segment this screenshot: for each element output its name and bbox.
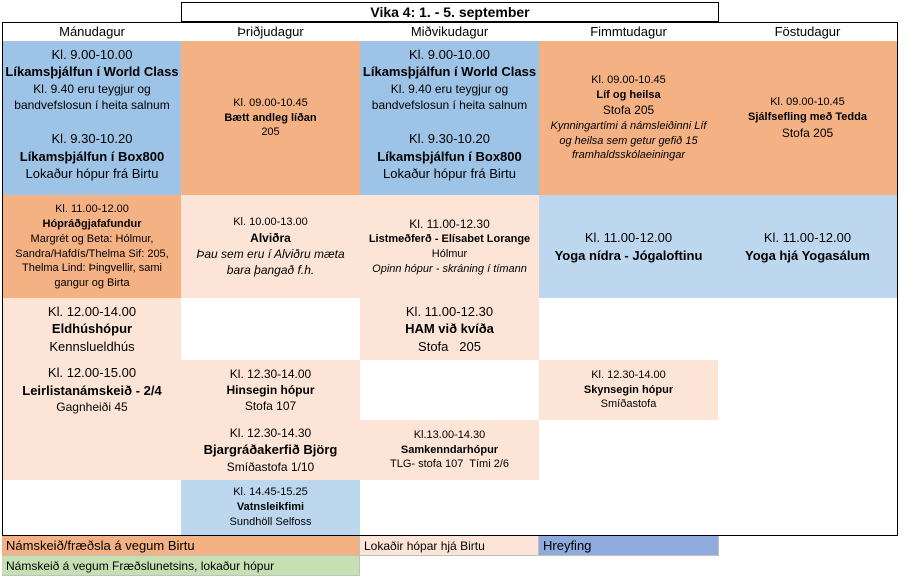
thursday-event-skynsegin [539,360,719,421]
event-title: Líf og heilsa [596,88,661,101]
legend-blue: Hreyfing [539,536,719,556]
event-time: Kl. 12.00-15.00 [47,365,137,380]
tuesday-event-bjargradakerfid [181,420,361,481]
event-detail: Thelma Lind: Þingvellir, sami [21,262,162,275]
monday-event-box800 [2,118,182,196]
event-detail: Þau sem eru í Alviðru mæta [196,246,345,261]
event-detail: Stofa 205 [418,338,481,354]
event-detail: Lokaður hópur frá Birtu [383,166,516,182]
week-title: Vika 4: 1. - 5. september [181,2,719,22]
event-time: Kl. 10.00-13.00 [233,215,308,228]
monday-event-hopradgjafafundur [2,195,182,299]
event-detail: Sundhöll Selfoss [229,515,312,528]
monday-empty [2,480,182,536]
thursday-empty [539,480,719,536]
wednesday-event-ham [360,298,540,361]
event-title: Líkamsþjálfun í Box800 [377,148,522,164]
event-time: Kl. 09.00-10.45 [233,96,308,109]
event-detail: gangur og Birta [54,277,130,290]
wednesday-event-box800 [360,118,540,196]
wednesday-event-world-class [360,41,540,119]
event-title: HAM við kvíða [405,321,494,337]
event-title: Bjargráðakerfið Björg [203,442,338,458]
event-title: Listmeðferð - Elísabet Lorange [368,233,531,246]
event-detail: Kl. 9.40 eru teygjur og [33,81,151,96]
event-detail: 205 [261,126,280,139]
thursday-event-yoga-nidra [539,195,719,299]
event-title: Bætt andleg líðan [224,111,317,124]
day-header-thursday: Fimmtudagur [539,22,719,42]
thursday-event-lif-og-heilsa [539,41,719,196]
event-time: Kl. 11.00-12.30 [405,303,494,319]
event-detail: Sandra/Hafdís/Thelma Sif: 205, [15,247,169,260]
tuesday-event-hinsegin [181,360,361,421]
event-title: Sjálfsefling með Tedda [748,110,867,123]
wednesday-empty [360,480,540,536]
event-title: Alviðra [250,230,291,245]
event-title: Líkamsþjálfun í Box800 [19,148,165,164]
event-detail: Smíðastofa 1/10 [226,459,315,474]
friday-empty [718,360,898,536]
thursday-empty [539,420,719,481]
event-title: Vatnsleikfimi [236,501,305,514]
event-detail: bandvefslosun í heita salnum [14,98,170,113]
monday-event-leirlist [2,360,182,481]
event-detail: framhaldsskólaeiningar [571,149,686,162]
monday-event-world-class [2,41,182,119]
event-title: Skynsegin hópur [583,383,674,396]
thursday-empty [539,298,719,361]
event-detail: Margrét og Beta: Hólmur, [30,232,154,245]
day-header-monday: Mánudagur [2,22,182,42]
event-time: Kl. 11.00-12.00 [584,229,673,245]
event-detail: Lokaður hópur frá Birtu [25,166,159,182]
event-time: Kl. 12.30-14.30 [229,426,312,441]
friday-empty [718,298,898,361]
event-time: Kl. 12.30-14.00 [591,368,666,381]
legend-orange: Námskeið/fræðsla á vegum Birtu [2,536,360,556]
tuesday-event-baett-andleg [181,41,361,196]
event-time: Kl. 14.45-15.25 [233,486,308,499]
event-detail: bara þangað f.h. [226,263,315,278]
event-title: Samkenndarhópur [400,443,499,456]
monday-event-eldhushopur [2,298,182,361]
event-time: Kl. 9.00-10.00 [51,46,133,62]
legend-peach: Lokaðir hópar hjá Birtu [360,536,539,556]
friday-event-yoga [718,195,898,299]
event-time: Kl. 11.00-12.00 [55,202,129,215]
event-detail: TLG- stofa 107 Tími 2/6 [389,458,509,471]
day-header-friday: Föstudagur [718,22,898,42]
friday-event-sjalfsefling [718,41,898,196]
event-time: Kl. 9.30-10.20 [51,131,133,147]
event-title: Leirlistanámskeið - 2/4 [22,382,162,398]
event-detail: Gagnheiði 45 [56,400,128,415]
event-detail: Kennslueldhús [49,338,135,354]
event-time: Kl. 12.00-14.00 [47,303,137,319]
event-detail: og heilsa sem getur gefið 15 [559,134,698,147]
event-detail: Kynningartími á námsleiðinni Líf [550,119,707,132]
event-time: Kl.13.00-14.30 [413,428,486,441]
event-title: Eldhúshópur [51,321,133,337]
event-detail: Hólmur [431,248,468,261]
event-title: Hópráðgjafafundur [42,217,142,230]
event-title: Líkamsþjálfun í World Class [362,64,537,80]
wednesday-event-samkenndarhopur [360,420,540,481]
event-time: Kl. 11.00-12.00 [763,229,852,245]
event-time: Kl. 09.00-10.45 [591,73,666,86]
tuesday-empty [181,298,361,361]
day-header-wednesday: Miðvikudagur [360,22,540,42]
event-title: Yoga hjá Yogasálum [745,247,870,263]
event-time: Kl. 11.00-12.30 [409,217,490,232]
event-time: Kl. 9.00-10.00 [409,46,490,62]
wednesday-event-listmedferd [360,195,540,299]
event-detail: Stofa 205 [781,125,834,140]
tuesday-event-alvidra [181,195,361,299]
event-time: Kl. 12.30-14.00 [229,366,312,381]
event-detail: Opinn hópur - skráning í tímann [372,263,527,276]
event-detail: Stofa 205 [602,103,655,118]
event-title: Yoga nídra - Jógaloftinu [554,247,703,263]
event-detail: Smíðastofa [600,398,657,411]
event-time: Kl. 09.00-10.45 [770,96,845,109]
event-time: Kl. 9.30-10.20 [409,131,490,147]
event-title: Hinsegin hópur [226,382,315,397]
wednesday-empty [360,360,540,421]
legend-green: Námskeið á vegum Fræðslunetsins, lokaður hópur [2,556,360,576]
event-title: Líkamsþjálfun í World Class [5,64,179,80]
tuesday-event-vatnsleikfimi [181,480,361,536]
day-header-tuesday: Þriðjudagur [181,22,361,42]
event-detail: Stofa 107 [244,399,297,414]
event-detail: bandvefslosun í heita salnum [371,98,528,113]
event-detail: Kl. 9.40 eru teygjur og [390,81,509,96]
